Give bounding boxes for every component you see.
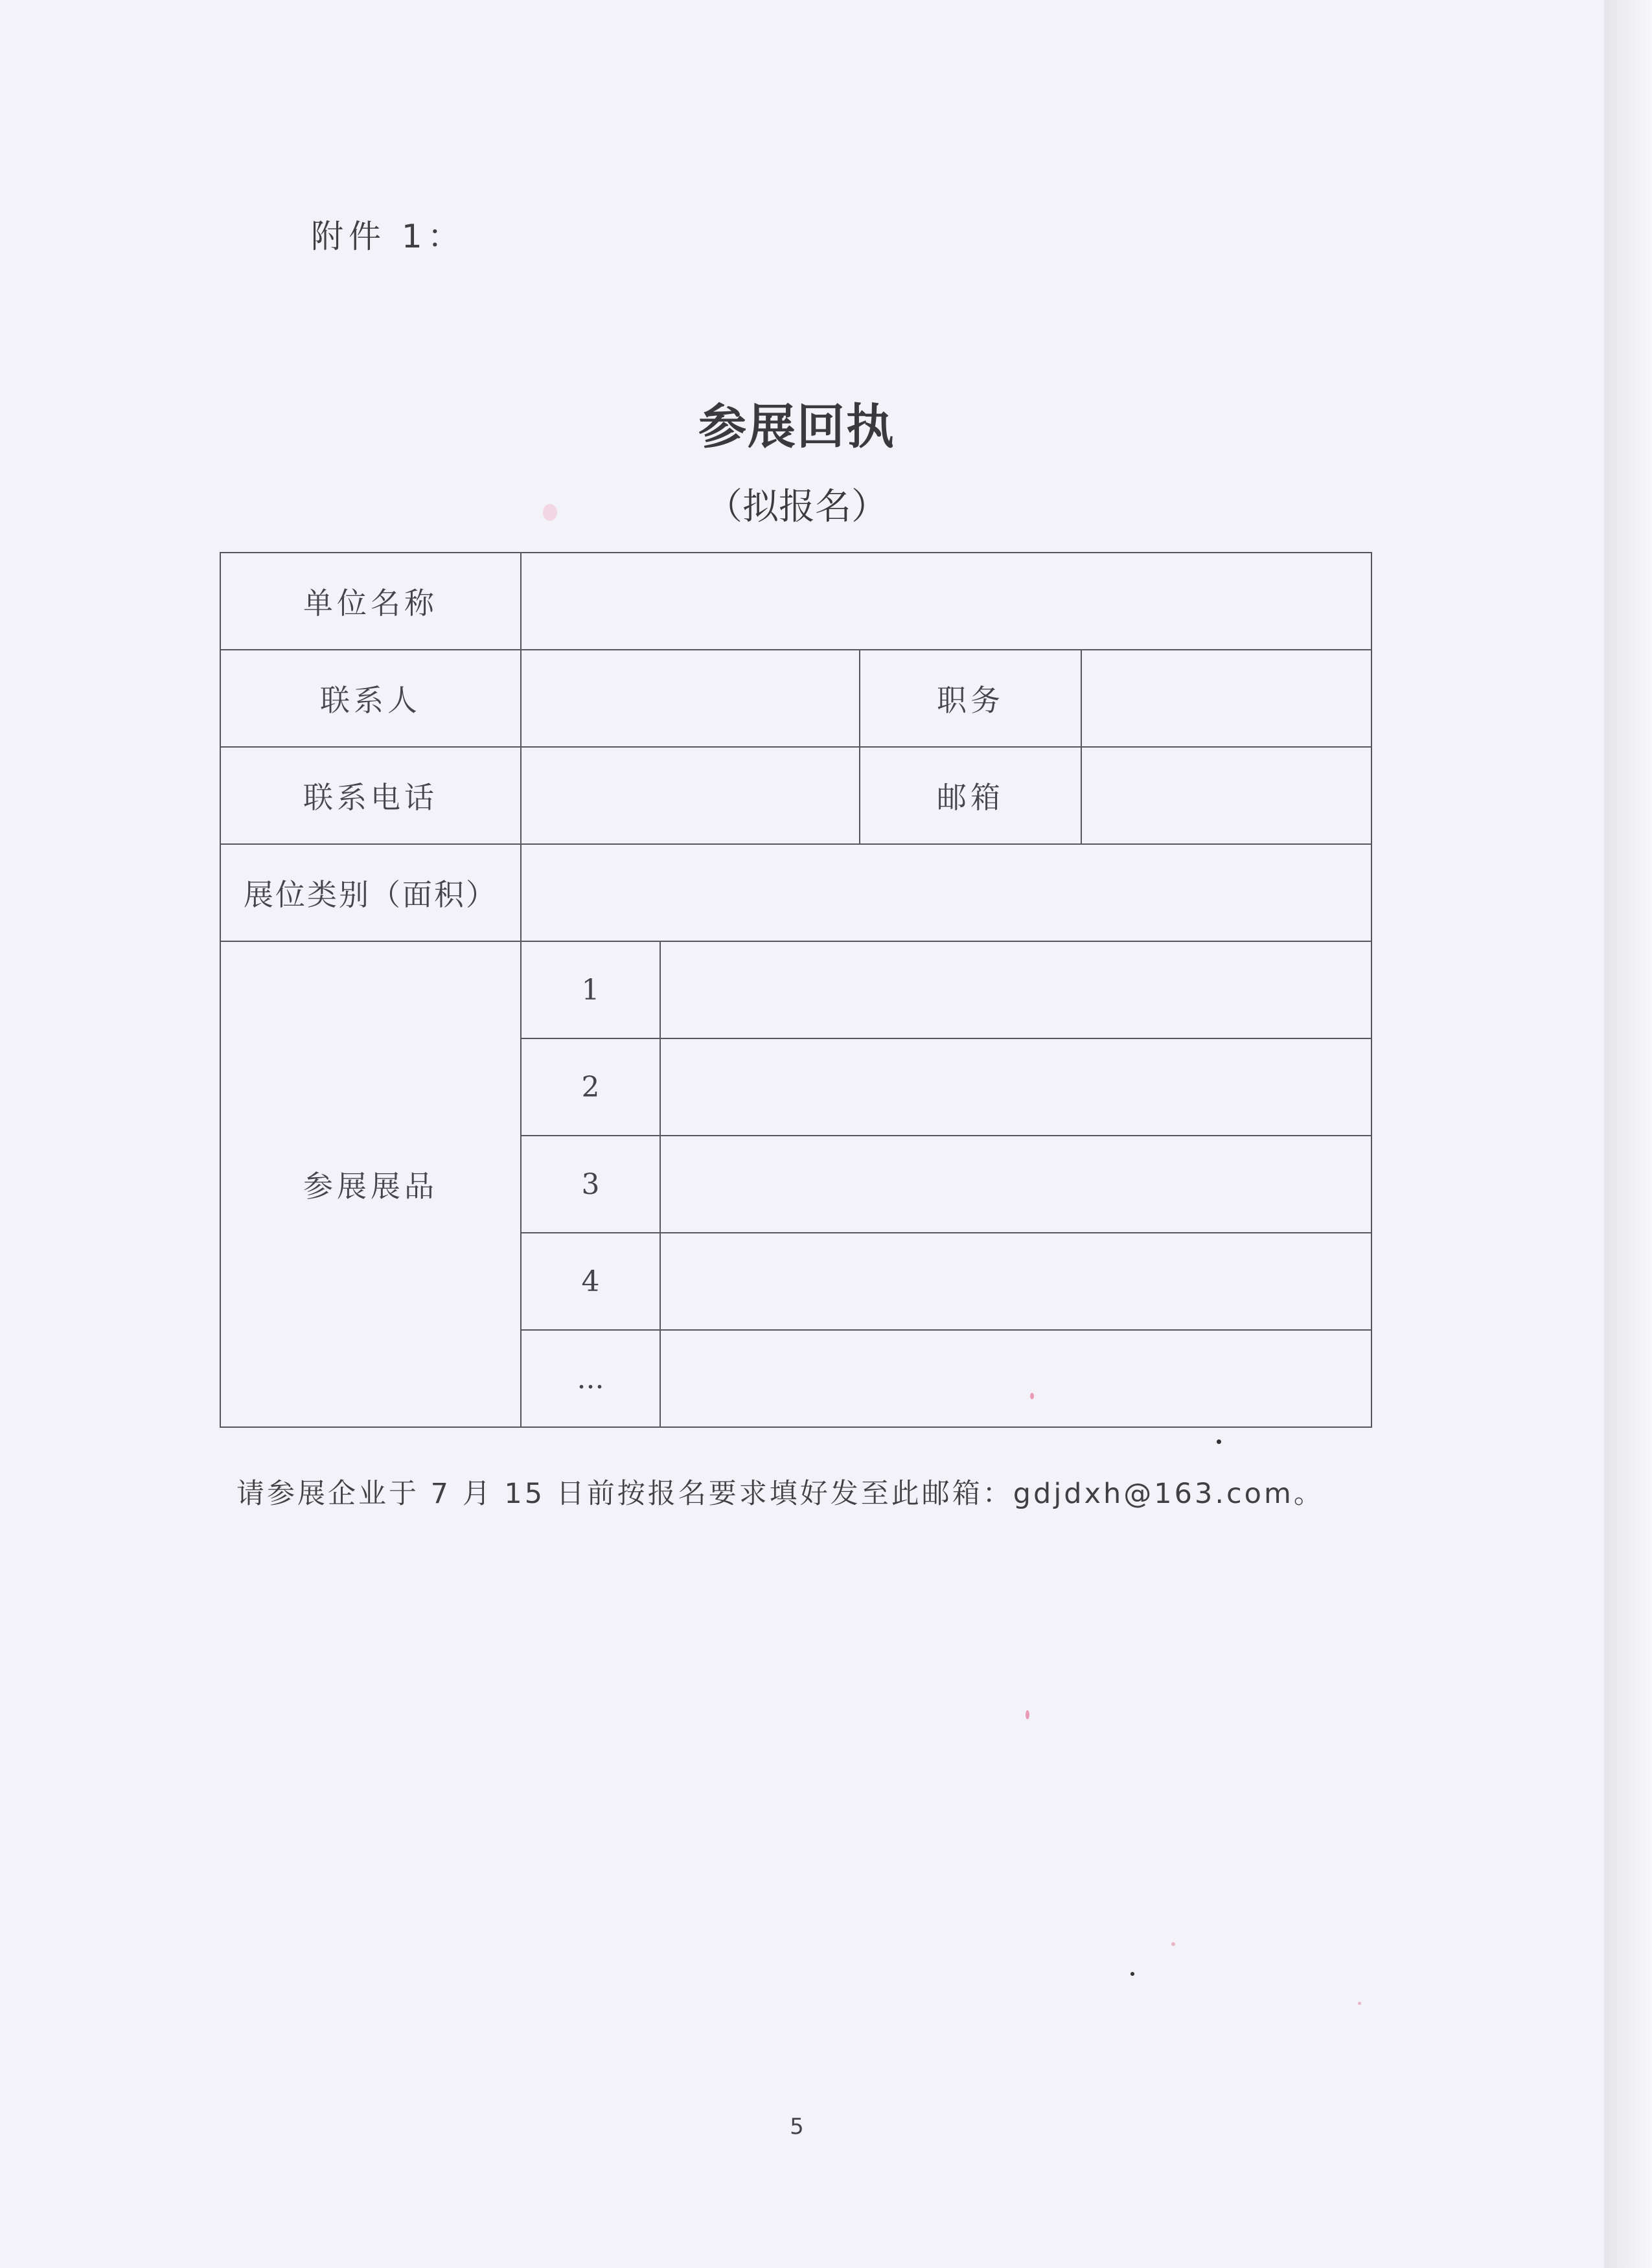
phone-field[interactable] [521,747,860,844]
exhibit-field[interactable] [660,1233,1371,1330]
company-name-row [220,553,1371,650]
email-label: 邮箱 [860,747,1081,844]
booth-row [220,844,1371,941]
booth-label: 展位类别（面积） [220,844,521,941]
page-title: 参展回执 [698,399,895,455]
scan-speck [1130,1972,1134,1976]
exhibit-row-number: ... [521,1330,660,1427]
scan-speck [1217,1439,1221,1444]
position-label: 职务 [860,650,1081,747]
position-field[interactable] [1081,650,1371,747]
attachment-label: 附件 1： [311,218,465,255]
page-subtitle: （拟报名） [706,486,888,528]
email-field[interactable] [1081,747,1371,844]
booth-field[interactable] [521,844,1371,941]
contact-row [220,650,1371,747]
page-edge-shadow [1604,0,1652,2268]
company-name-label: 单位名称 [220,553,521,650]
scan-speck [1171,1942,1175,1946]
exhibit-row-number: 1 [521,941,660,1038]
exhibit-row [220,941,1371,1038]
scan-speck [1358,2002,1361,2005]
submission-note: 请参展企业于 7 月 15 日前按报名要求填好发至此邮箱：gdjdxh@163.com。 [236,1478,1324,1510]
contact-label: 联系人 [220,650,521,747]
exhibit-field[interactable] [660,1136,1371,1233]
exhibit-row-number: 3 [521,1136,660,1233]
exhibit-field[interactable] [660,1330,1371,1427]
scan-speck [543,504,557,521]
contact-field[interactable] [521,650,860,747]
exhibit-row-number: 2 [521,1038,660,1136]
phone-label: 联系电话 [220,747,521,844]
scan-speck [1026,1710,1029,1719]
phone-row [220,747,1371,844]
exhibit-row-number: 4 [521,1233,660,1330]
exhibit-field[interactable] [660,1038,1371,1136]
company-name-field[interactable] [521,553,1371,650]
exhibit-field[interactable] [660,941,1371,1038]
registration-form-table [220,552,1372,1428]
exhibits-label: 参展展品 [220,941,521,1427]
scan-speck [1030,1393,1034,1399]
page-number: 5 [790,2114,804,2140]
